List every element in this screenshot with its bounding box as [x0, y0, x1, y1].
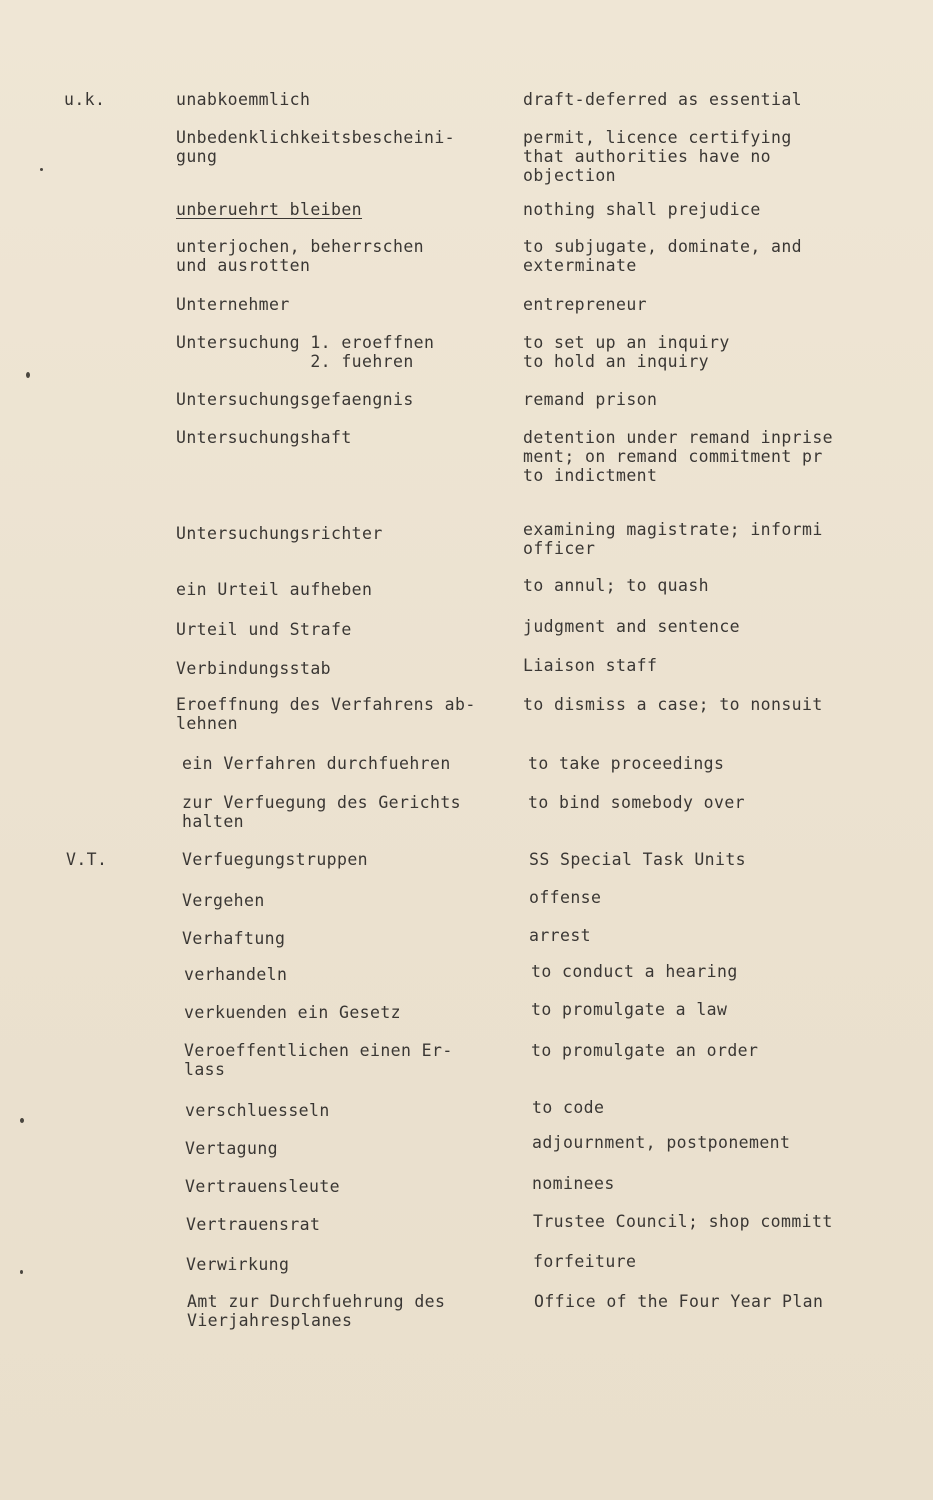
- entry-english-translation: to set up an inquiry to hold an inquiry: [523, 333, 730, 371]
- entry-english-translation: adjournment, postponement: [532, 1133, 791, 1152]
- entry-german-term: Verhaftung: [182, 929, 286, 948]
- entry-german-term: ein Verfahren durchfuehren: [182, 754, 451, 773]
- entry-english-translation: to subjugate, dominate, and exterminate: [523, 237, 803, 275]
- entry-english-translation: draft-deferred as essential: [523, 90, 803, 109]
- entry-german-term: Vertrauensrat: [186, 1215, 321, 1234]
- entry-english-translation: nominees: [532, 1174, 615, 1193]
- entry-english-translation: entrepreneur: [523, 295, 648, 314]
- entry-german-term: Vergehen: [182, 891, 265, 910]
- entry-german-term: Verwirkung: [186, 1255, 290, 1274]
- entry-english-translation: examining magistrate; informi officer: [523, 520, 823, 558]
- entry-german-term: unberuehrt bleiben: [176, 200, 363, 219]
- entry-german-term: Untersuchungshaft: [176, 428, 352, 447]
- entry-english-translation: permit, licence certifying that authorities have no objection: [523, 128, 792, 185]
- ink-speck: [20, 1270, 23, 1274]
- entry-german-term: Veroeffentlichen einen Er- lass: [184, 1041, 453, 1079]
- entry-english-translation: to promulgate a law: [531, 1000, 728, 1019]
- entry-english-translation: arrest: [529, 926, 592, 945]
- entry-german-term: Untersuchungsrichter: [176, 524, 383, 543]
- entry-english-translation: to conduct a hearing: [531, 962, 738, 981]
- entry-german-term: verhandeln: [184, 965, 288, 984]
- entry-german-term: Untersuchungsgefaengnis: [176, 390, 414, 409]
- entry-english-translation: Liaison staff: [523, 656, 658, 675]
- entry-english-translation: SS Special Task Units: [529, 850, 747, 869]
- entry-german-term: Vertagung: [185, 1139, 279, 1158]
- entry-german-term: Untersuchung 1. eroeffnen 2. fuehren: [176, 333, 435, 371]
- entry-german-term: unterjochen, beherrschen und ausrotten: [176, 237, 425, 275]
- entry-german-term: Urteil und Strafe: [176, 620, 352, 639]
- entry-german-term: ein Urteil aufheben: [176, 580, 373, 599]
- entry-english-translation: to dismiss a case; to nonsuit: [523, 695, 823, 714]
- entry-english-translation: judgment and sentence: [523, 617, 741, 636]
- entry-german-term: zur Verfuegung des Gerichts halten: [182, 793, 462, 831]
- entry-english-translation: to annul; to quash: [523, 576, 710, 595]
- entry-german-term: Amt zur Durchfuehrung des Vierjahresplanes: [187, 1292, 446, 1330]
- entry-english-translation: to bind somebody over: [528, 793, 746, 812]
- ink-speck: [40, 168, 43, 171]
- entry-english-translation: to take proceedings: [528, 754, 725, 773]
- entry-english-translation: to code: [532, 1098, 605, 1117]
- entry-german-term: verkuenden ein Gesetz: [184, 1003, 402, 1022]
- entry-german-term: Unbedenklichkeitsbescheini- gung: [176, 128, 456, 166]
- entry-english-translation: Office of the Four Year Plan: [534, 1292, 824, 1311]
- entry-english-translation: Trustee Council; shop committ: [533, 1212, 833, 1231]
- entry-english-translation: offense: [529, 888, 602, 907]
- entry-german-term: Verfuegungstruppen: [182, 850, 369, 869]
- entry-english-translation: nothing shall prejudice: [523, 200, 761, 219]
- entry-english-translation: remand prison: [523, 390, 658, 409]
- entry-abbreviation: V.T.: [66, 850, 108, 869]
- entry-abbreviation: u.k.: [64, 90, 106, 109]
- entry-english-translation: forfeiture: [533, 1252, 637, 1271]
- entry-german-term: Eroeffnung des Verfahrens ab- lehnen: [176, 695, 476, 733]
- entry-english-translation: to promulgate an order: [531, 1041, 759, 1060]
- entry-german-term: Verbindungsstab: [176, 659, 332, 678]
- entry-german-term: unabkoemmlich: [176, 90, 311, 109]
- entry-english-translation: detention under remand inprise ment; on remand commitment pr to indictment: [523, 428, 834, 485]
- entry-german-term: verschluesseln: [185, 1101, 330, 1120]
- entry-german-term: Vertrauensleute: [185, 1177, 341, 1196]
- ink-speck: [20, 1118, 24, 1123]
- entry-german-term: Unternehmer: [176, 295, 290, 314]
- ink-speck: [26, 372, 30, 378]
